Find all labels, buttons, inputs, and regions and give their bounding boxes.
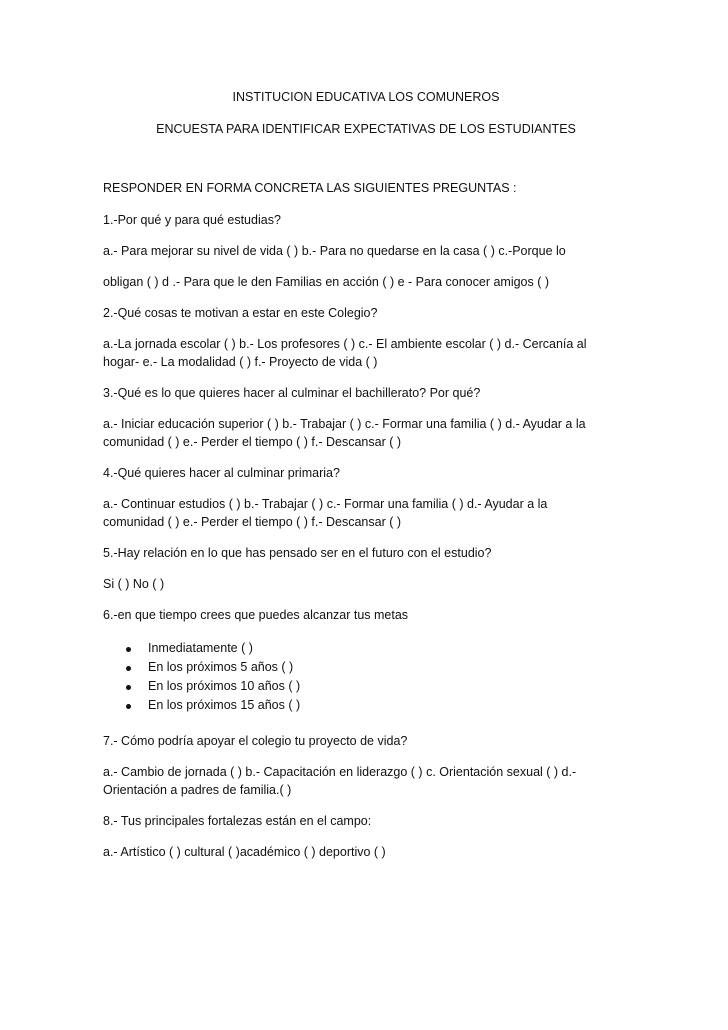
question-5-options: Si ( ) No ( ): [103, 577, 165, 591]
question-8-options: a.- Artístico ( ) cultural ( )académico ( ) deportivo ( ): [103, 845, 386, 859]
question-3-options-line-1: a.- Iniciar educación superior ( ) b.- Trabajar ( ) c.- Formar una familia ( ) d.- Ayudar a la: [103, 417, 586, 431]
question-4-options-line-1: a.- Continuar estudios ( ) b.- Trabajar ( ) c.- Formar una familia ( ) d.- Ayudar a la: [103, 497, 548, 511]
question-7: 7.- Cómo podría apoyar el colegio tu proyecto de vida?: [103, 734, 408, 748]
instructions: RESPONDER EN FORMA CONCRETA LAS SIGUIENTES PREGUNTAS :: [103, 181, 517, 195]
question-7-options-line-2: Orientación a padres de familia.( ): [103, 783, 292, 797]
question-2: 2.-Qué cosas te motivan a estar en este Colegio?: [103, 306, 378, 320]
question-1-options-line-2: obligan ( ) d .- Para que le den Familias en acción ( ) e - Para conocer amigos ( ): [103, 275, 550, 289]
survey-title: ENCUESTA PARA IDENTIFICAR EXPECTATIVAS DE LOS ESTUDIANTES: [156, 122, 576, 136]
question-1-options-line-1: a.- Para mejorar su nivel de vida ( ) b.- Para no quedarse en la casa ( ) c.-Porque lo: [103, 244, 566, 258]
bullet-icon: [126, 704, 131, 709]
question-2-options-line-2: hogar- e.- La modalidad ( ) f.- Proyecto de vida ( ): [103, 355, 378, 369]
question-4-options-line-2: comunidad ( ) e.- Perder el tiempo ( ) f.- Descansar ( ): [103, 515, 402, 529]
question-1: 1.-Por qué y para qué estudias?: [103, 213, 281, 227]
question-2-options-line-1: a.-La jornada escolar ( ) b.- Los profesores ( ) c.- El ambiente escolar ( ) d.- Cercanía al: [103, 337, 587, 351]
question-6: 6.-en que tiempo crees que puedes alcanzar tus metas: [103, 608, 409, 622]
question-6-option: En los próximos 15 años ( ): [148, 698, 301, 712]
question-7-options-line-1: a.- Cambio de jornada ( ) b.- Capacitación en liderazgo ( ) c. Orientación sexual ( ) d.-: [103, 765, 577, 779]
question-3-options-line-2: comunidad ( ) e.- Perder el tiempo ( ) f.- Descansar ( ): [103, 435, 402, 449]
question-6-option: En los próximos 5 años ( ): [148, 660, 294, 674]
question-5: 5.-Hay relación en lo que has pensado ser en el futuro con el estudio?: [103, 546, 492, 560]
bullet-icon: [126, 685, 131, 690]
question-8: 8.- Tus principales fortalezas están en el campo:: [103, 814, 372, 828]
question-6-option: Inmediatamente ( ): [148, 641, 253, 655]
bullet-icon: [126, 666, 131, 671]
question-4: 4.-Qué quieres hacer al culminar primaria?: [103, 466, 340, 480]
institution-title: INSTITUCION EDUCATIVA LOS COMUNEROS: [232, 90, 500, 104]
question-6-option: En los próximos 10 años ( ): [148, 679, 301, 693]
bullet-icon: [126, 647, 131, 652]
question-3: 3.-Qué es lo que quieres hacer al culminar el bachillerato? Por qué?: [103, 386, 481, 400]
